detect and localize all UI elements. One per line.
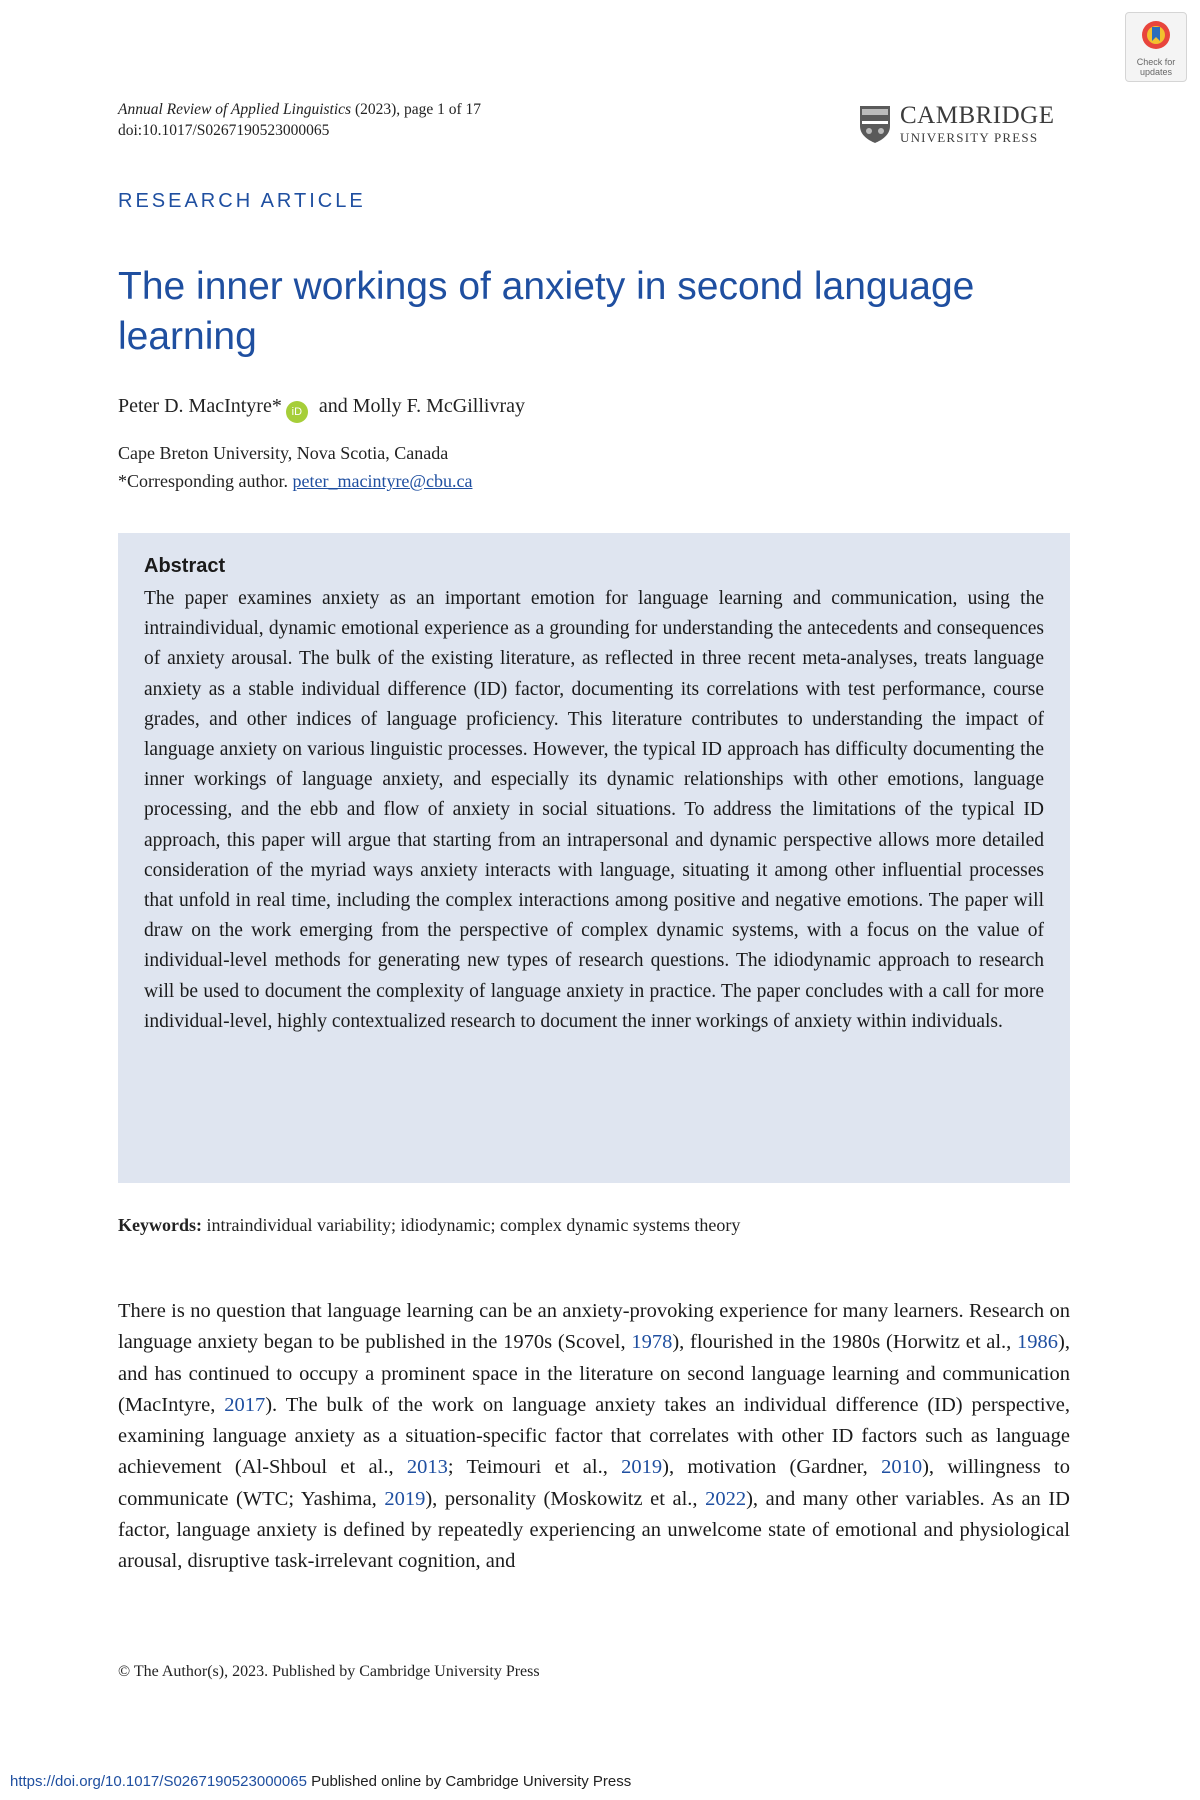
crossmark-badge[interactable]	[1125, 12, 1187, 82]
author-name: Peter D. MacIntyre*	[118, 395, 282, 417]
keywords-label: Keywords:	[118, 1215, 202, 1235]
body-text-segment: There is no question that language learning can be an anxiety-provoking experience for many learners. Research on language anxiety began to be published in the 1970s (Scovel,	[118, 1300, 1070, 1354]
journal-citation	[118, 100, 481, 120]
citation-link[interactable]: 2013	[406, 1456, 448, 1479]
abstract-heading: Abstract	[144, 555, 226, 577]
publisher-logo	[858, 102, 1068, 148]
crossmark-label: Check for updates	[1136, 57, 1176, 77]
footer-published: Published online by Cambridge University Press	[306, 1773, 632, 1790]
footer	[10, 1773, 631, 1790]
orcid-icon[interactable]: iD	[286, 401, 308, 423]
body-text-segment: ). The bulk of the work on language anxiety takes an individual difference (ID) perspective, examining language anxiety as a situation-specific factor that correlates with other ID factors such as language achievement (Al-Shboul et al.,	[118, 1393, 1070, 1479]
journal-title: Annual Review of Applied Linguistics	[118, 101, 352, 118]
author-email-link[interactable]: peter_macintyre@cbu.ca	[292, 471, 473, 491]
author-line	[118, 395, 525, 423]
citation-link[interactable]: 2017	[224, 1393, 266, 1416]
body-paragraph	[118, 1296, 1070, 1578]
citation-link[interactable]: 2019	[621, 1456, 663, 1479]
affiliation: Cape Breton University, Nova Scotia, Canada	[118, 443, 449, 463]
article-type: RESEARCH ARTICLE	[118, 190, 366, 212]
publisher-name: CAMBRIDGE	[900, 102, 1055, 129]
abstract-text: The paper examines anxiety as an important emotion for language learning and communication, using the intraindividual, dynamic emotional experience as a grounding for understanding the antecedents and consequences of anxiety arousal. The bulk of the existing literature, as reflected in three recent meta-analyses, treats language anxiety as a stable individual difference (ID) factor, documenting its correlations with test performance, course grades, and other indices of language proficiency. This literature contributes to understanding the impact of language anxiety on various linguistic processes. However, the typical ID approach has difficulty documenting the inner workings of language anxiety, and especially its dynamic relationships with other emotions, language processing, and the ebb and flow of anxiety in social situations. To address the limitations of the typical ID approach, this paper will argue that starting from an intrapersonal and dynamic perspective allows more detailed consideration of the myriad ways anxiety interacts with language, situating it among other influential processes that unfold in real time, including the complex interactions among positive and negative emotions. The paper will draw on the work emerging from the perspective of complex dynamic systems, with a focus on the value of individual-level methods for generating new types of research questions. The idiodynamic approach to research will be used to document the complexity of language anxiety in practice. The paper concludes with a call for more individual-level, highly contextualized research to document the inner workings of anxiety within individuals.	[144, 588, 1044, 1032]
journal-meta: (2023), page 1 of 17	[351, 101, 482, 118]
crossmark-icon	[1126, 13, 1186, 59]
corresponding-author	[118, 471, 472, 492]
citation-link[interactable]: 1986	[1017, 1331, 1059, 1354]
keywords-text: intraindividual variability; idiodynamic; complex dynamic systems theory	[202, 1215, 741, 1235]
body-text-segment: ; Teimouri et al.,	[447, 1456, 622, 1479]
body-text-segment: ), personality (Moskowitz et al.,	[425, 1487, 706, 1510]
body-text-segment: ), and has continued to occupy a prominent space in the literature on second language learning and communication (MacIntyre,	[118, 1331, 1070, 1416]
body-text-segment: ), willingness to communicate (WTC; Yashima,	[118, 1456, 1071, 1510]
article-title: The inner workings of anxiety in second language learning	[118, 265, 975, 358]
citation-link[interactable]: 1978	[631, 1331, 673, 1354]
citation-link[interactable]: 2010	[881, 1456, 923, 1479]
corresponding-label: *Corresponding author.	[118, 471, 293, 491]
copyright-notice: © The Author(s), 2023. Published by Cambridge University Press	[118, 1663, 540, 1680]
body-text-segment: ), flourished in the 1980s (Horwitz et al.,	[672, 1331, 1018, 1354]
body-text-segment: ), and many other variables. As an ID factor, language anxiety is defined by repeatedly experiencing an unwelcome state of emotional and physiological arousal, disruptive task-irrelevant cognition, and	[118, 1487, 1070, 1573]
footer-doi-link[interactable]: https://doi.org/10.1017/S0267190523000065	[10, 1773, 307, 1790]
citation-link[interactable]: 2022	[705, 1487, 747, 1510]
abstract-box	[118, 533, 1070, 1183]
body-text-segment: ), motivation (Gardner,	[662, 1456, 882, 1479]
publisher-subtitle: UNIVERSITY PRESS	[900, 130, 1039, 145]
citation-link[interactable]: 2019	[384, 1487, 426, 1510]
coauthor-name: and Molly F. McGillivray	[313, 395, 525, 417]
cambridge-shield-icon	[858, 104, 892, 144]
doi-line: doi:10.1017/S0267190523000065	[118, 122, 330, 139]
keywords	[118, 1215, 740, 1236]
